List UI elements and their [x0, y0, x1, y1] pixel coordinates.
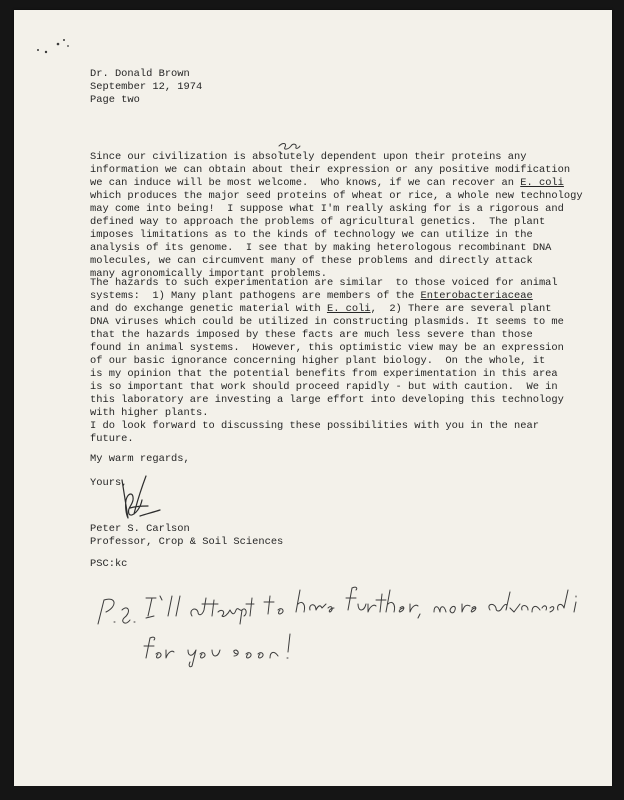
body-line: is so important that work should proceed rapidly - but with caution. We in	[90, 381, 558, 393]
signer-title: Professor, Crop & Soil Sciences	[90, 536, 284, 548]
letter-date: September 12, 1974	[90, 81, 203, 93]
body-line	[90, 290, 533, 304]
body-line: this laboratory are investing a large effort into developing this technology	[90, 394, 564, 406]
body-line: that the hazards imposed by these facts are much less severe than those	[90, 329, 533, 341]
body-line: I do look forward to discussing these possibilities with you in the near	[90, 420, 539, 432]
body-text: and do exchange genetic material with	[90, 303, 327, 315]
closing-regards: My warm regards,	[90, 453, 190, 465]
body-text: we can induce will be most welcome. Who knows, if we can recover an	[90, 177, 521, 189]
letter-page	[14, 10, 612, 786]
body-line: The hazards to such experimentation are similar to those voiced for animal	[90, 277, 558, 289]
handwritten-postscript	[94, 582, 584, 670]
typist-initials: PSC:kc	[90, 558, 128, 570]
taxon-name: Enterobacteriaceae	[420, 290, 533, 302]
body-line: defined way to approach the problems of agricultural genetics. The plant	[90, 216, 546, 228]
body-line: of our basic ignorance concerning higher plant biology. On the whole, it	[90, 355, 546, 367]
body-line: may come into being! I suppose what I'm really asking for is a rigorous and	[90, 203, 564, 215]
recipient-name: Dr. Donald Brown	[90, 68, 190, 80]
body-line: with higher plants.	[90, 407, 209, 419]
signer-name: Peter S. Carlson	[90, 523, 190, 535]
body-line: many agronomically important problems.	[90, 268, 327, 280]
body-line: information we can obtain about their expression or any positive modification	[90, 164, 571, 176]
page-number: Page two	[90, 94, 140, 106]
body-text: systems: 1) Many plant pathogens are members of the	[90, 290, 421, 302]
body-line	[90, 303, 551, 317]
body-line: molecules, we can circumvent many of these problems and directly attack	[90, 255, 533, 267]
species-name: E. coli	[326, 303, 371, 315]
body-text: , 2) There are several plant	[370, 303, 552, 315]
body-line: found in animal systems. However, this optimistic view may be an expression	[90, 342, 564, 354]
body-line: DNA viruses which could be utilized in constructing plasmids. It seems to me	[90, 316, 564, 328]
body-line: is my opinion that the potential benefits from experimentation in this area	[90, 368, 558, 380]
corner-ink-marks	[34, 32, 84, 62]
body-line	[90, 177, 564, 191]
body-line: Since our civilization is absolutely dependent upon their proteins any	[90, 151, 527, 163]
body-line: imposes limitations as to the kinds of technology we can utilize in the	[90, 229, 533, 241]
species-name: E. coli	[520, 177, 564, 189]
body-line: future.	[90, 433, 134, 445]
scan-bottom-edge	[0, 786, 624, 800]
body-line: which produces the major seed proteins of wheat or rice, a whole new technology	[90, 190, 583, 202]
closing-yours: Yours,	[90, 477, 128, 489]
body-line: analysis of its genome. I see that by making heterologous recombinant DNA	[90, 242, 552, 254]
